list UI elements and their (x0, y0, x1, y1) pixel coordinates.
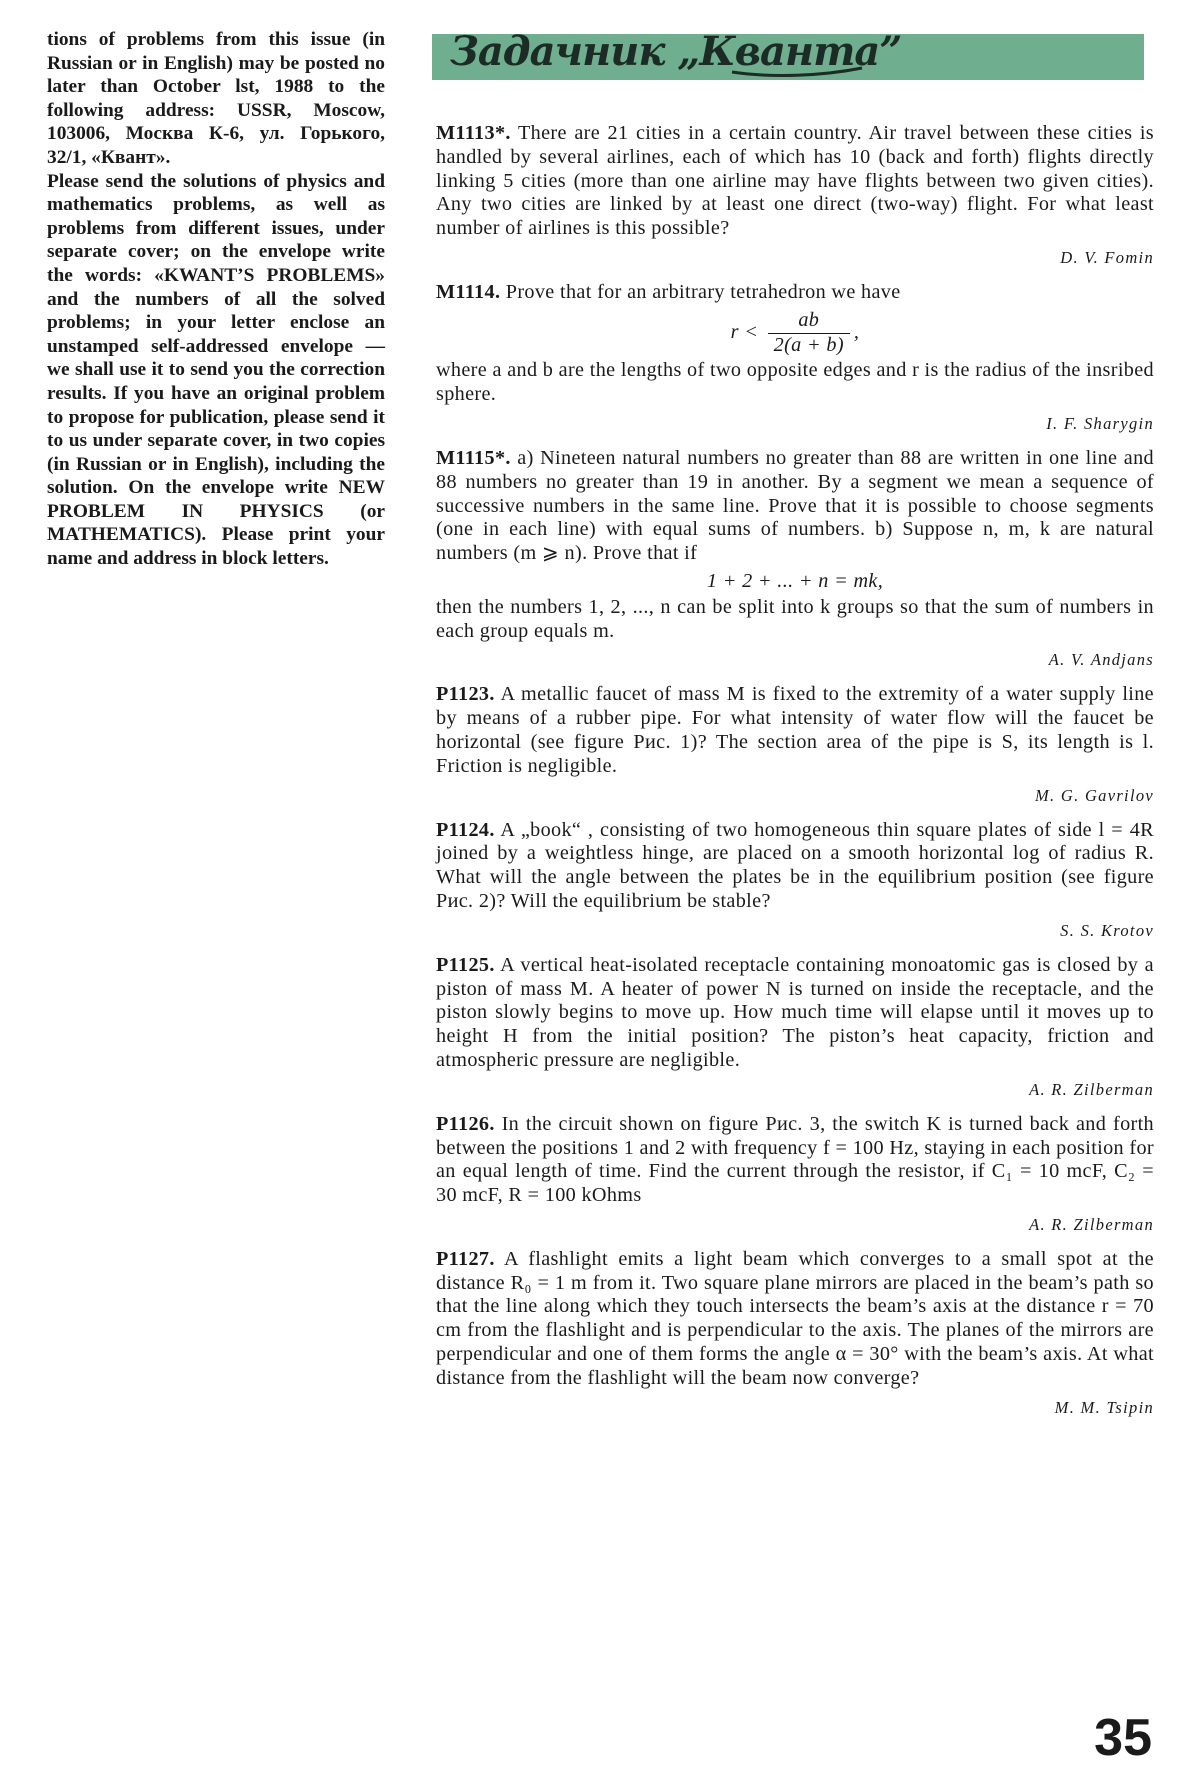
problem-author: M. M. Tsipin (1054, 1397, 1154, 1417)
problem-text-after: where a and b are the lengths of two opposite edges and r is the radius of the insribed sphere. (436, 359, 1154, 406)
problems-list (436, 122, 1154, 1431)
page-number: 35 (1094, 1709, 1152, 1767)
fraction (768, 309, 850, 358)
problem-p1126 (436, 1113, 1154, 1236)
problem-text: Prove that for an arbitrary tetrahedron we have (505, 280, 901, 303)
problem-author: A. R. Zilberman (1029, 1214, 1154, 1234)
problem-id: M1113*. (436, 122, 511, 144)
problem-p1127 (436, 1248, 1154, 1419)
fraction-denominator: 2(a + b) (773, 333, 844, 356)
left-column-notice (47, 28, 385, 571)
problem-id: P1125. (436, 953, 495, 976)
problem-text: There are 21 cities in a certain country. Air travel between these cities is handled by several airlines, each of which has 10 (back and forth) flights directly linking 5 cities (more than one airline may have flights between two given cities). Any two cities are linked by at least one direct (two-way) flight. For what least number of airlines is this possible? (436, 122, 1154, 240)
left-paragraph: Please send the solutions of physics and mathematics problems, as well as problems from different issues, under separate cover; on the envelope write the words: «KWANT’S PROBLEMS» and the numbers of all the solved problems; in your letter enclose an unstamped self-addressed envelope — we shall use it to send you the correction results. If you have an original problem to propose for publication, please send it to us under separate cover, in two copies (in Russian or in English), including the solution. On the envelope write NEW PROBLEM IN PHYSICS (or MATHEMATICS). Please print your name and address in block letters. (47, 170, 385, 570)
left-paragraph: tions of problems from this issue (in Russian or in English) may be posted no later than October lst, 1988 to the following address: USSR, Moscow, 103006, Москва К-6, ул. Горького, 32/1, «Квант». (47, 29, 385, 168)
problem-author: M. G. Gavrilov (1034, 785, 1154, 805)
problem-author: A. V. Andjans (1048, 650, 1154, 670)
problem-id: M1114. (436, 280, 501, 303)
problem-id: P1124. (436, 818, 495, 841)
problem-p1123 (436, 683, 1154, 806)
problem-author: S. S. Krotov (1060, 920, 1154, 940)
problem-text: a) Nineteen natural numbers no greater than 88 are written in one line and 88 numbers no greater than 19 in another. By a segment we mean a sequence of successive numbers in the same line. Prove that it is possible to choose segments (one in each line) with equal sums of numbers. b) Suppose n, m, k are natural numbers (m ⩾ n). Prove that if (436, 446, 1154, 565)
problem-id: M1115*. (436, 446, 511, 469)
problem-id: P1126. (436, 1112, 495, 1135)
problem-author: D. V. Fomin (1060, 247, 1154, 267)
problem-text: In the circuit shown on figure Рис. 3, the switch K is turned back and forth between the positions 1 and 2 with frequency f = 100 Hz, staying in each position for an equal length of time. Find the current through the resistor, if C₁ = 10 mcF, C₂ = 30 mcF, R = 100 kOhms (436, 1112, 1154, 1207)
problem-p1125 (436, 954, 1154, 1101)
problem-id: P1123. (436, 683, 495, 706)
problem-author: A. R. Zilberman (1029, 1079, 1154, 1099)
header-banner (432, 28, 1144, 80)
problem-p1124 (436, 819, 1154, 942)
problem-text: A metallic faucet of mass M is fixed to the extremity of a water supply line by means of a rubber pipe. For what intensity of water flow will the faucet be horizontal (see figure Рис. 1)? The section area of the pipe is S, its length is l. Friction is negligible. (436, 683, 1154, 777)
section-title: Задачник „Кванта” (450, 28, 902, 75)
problem-m1113 (436, 122, 1154, 269)
problem-text-after: then the numbers 1, 2, ..., n can be split into k groups so that the sum of numbers in each group equals m. (436, 595, 1154, 642)
problem-id: P1127. (436, 1247, 495, 1270)
formula-lhs: r < (730, 320, 759, 343)
sum-formula: 1 + 2 + ... + n = mk, (706, 569, 884, 592)
inequality-formula (436, 309, 1154, 358)
problem-m1114 (436, 281, 1154, 435)
problem-text: A flashlight emits a light beam which converges to a small spot at the distance R₀ = 1 m from it. Two square plane mirrors are placed in the beam’s path so that the line along which they touch intersects the beam’s axis at the distance r = 70 cm from the flashlight and is perpendicular to the axis. The planes of the mirrors are perpendicular and one of them forms the angle α = 30° with the beam’s axis. At what distance from the flashlight will the beam now converge? (436, 1247, 1154, 1389)
fraction-numerator: ab (768, 309, 850, 334)
problem-text: A vertical heat-isolated receptacle containing monoatomic gas is closed by a piston of mass M. A heater of power N is turned on inside the receptacle, and the piston slowly begins to move up. How much time will elapse until it moves up to height H from the initial position? The piston’s heat capacity, friction and atmospheric pressure are negligible. (436, 953, 1154, 1071)
formula-tail: , (853, 320, 860, 343)
problem-m1115 (436, 447, 1154, 671)
title-underline-flourish-icon (432, 20, 1144, 84)
problem-author: I. F. Sharygin (1046, 413, 1154, 433)
problem-text: A „book“ , consisting of two homogeneous thin square plates of side l = 4R joined by a weightless hinge, are placed on a smooth horizontal log of radius R. What will the angle between the plates be in the equilibrium position (see figure Рис. 2)? Will the equilibrium be stable? (436, 818, 1154, 912)
